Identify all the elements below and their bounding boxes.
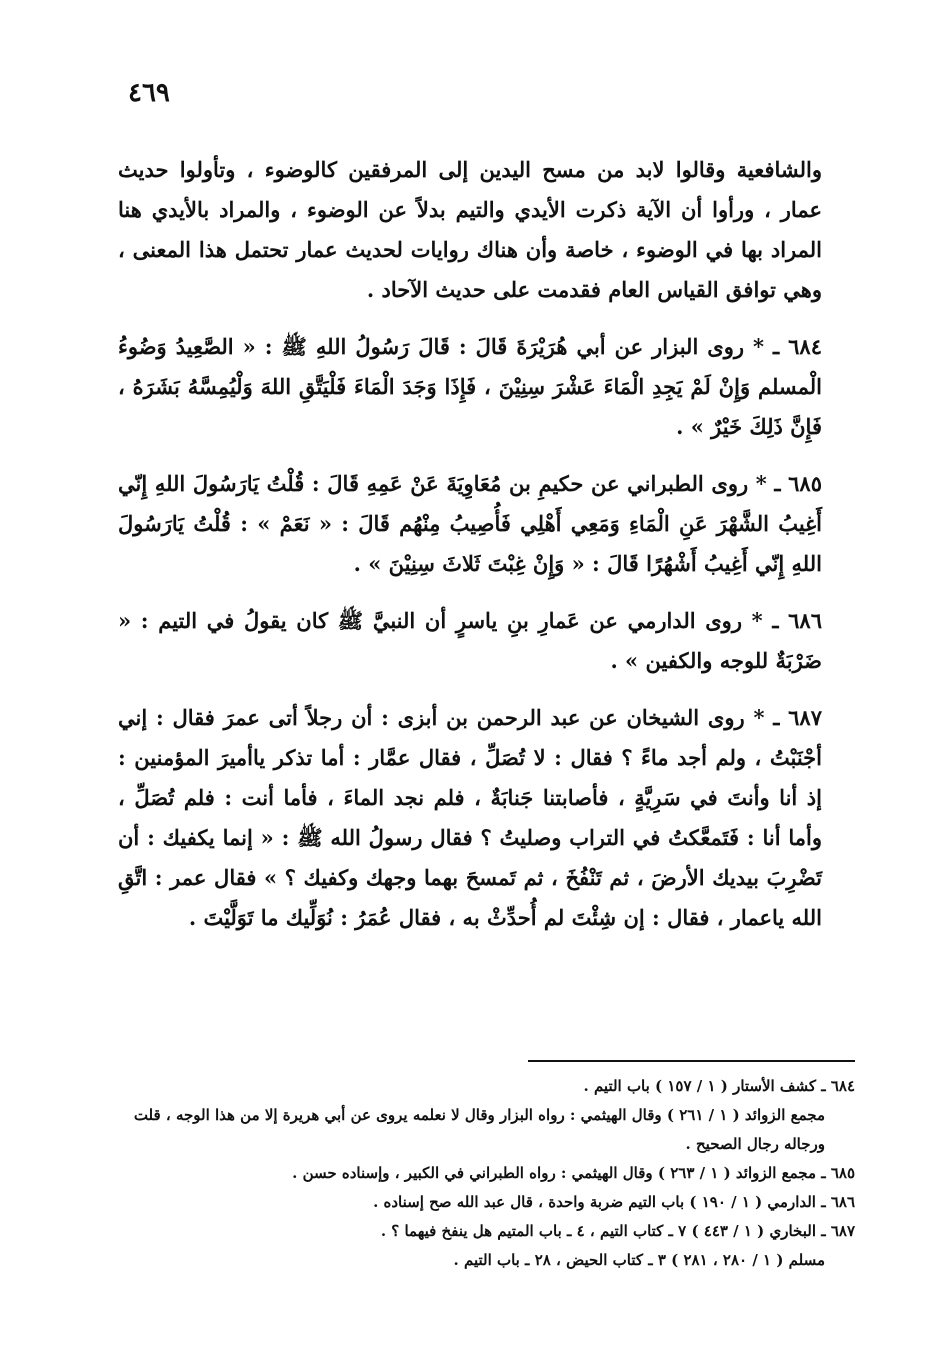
hadith-686: ٦٨٦ ـ * روى الدارمي عن عَمارِ بنِ ياسرٍ أن النبيَّ ﷺ كان يقولُ في التيم : « ضَرْبَةٌ للوجه والكفين » . — [118, 608, 822, 673]
footnote-684-continued: مجمع الزوائد ( ١ / ٢٦١ ) وقال الهيثمي : رواه البزار وقال لا نعلمه يروى عن أبي هريرة إلا من هذا الوجه ، قلت ورجاله رجال الصحيح . — [133, 1106, 825, 1153]
footnote-685: ٦٨٥ ـ مجمع الزوائد ( ١ / ٢٦٣ ) وقال الهيثمي : رواه الطبراني في الكبير ، وإسناده حسن . — [292, 1164, 855, 1182]
hadith-685: ٦٨٥ ـ * روى الطبراني عن حكيمِ بن مُعَاوِيَةَ عَنْ عَمِهِ قَالَ : قُلْتُ يَارَسُولَ اللهِ إِنّي أَغِيبُ الشَّهْرَ عَنِ الْمَاءِ وَمَعِي أَهْلِي فَأُصِيبُ مِنْهُم قَالَ : « نَعَمْ » : قُلْتُ يَارَسُولَ اللهِ إِنّي أَغِيبُ أَشْهُرًا قَالَ : « وَإِنْ غِبْتَ ثَلاثَ سِنِيْنَ » . — [118, 471, 822, 576]
page-number: ٤٦٩ — [128, 78, 170, 108]
footnote-684: ٦٨٤ ـ كشف الأستار ( ١ / ١٥٧ ) باب التيم . — [583, 1077, 855, 1095]
hadith-684: ٦٨٤ ـ * روى البزار عن أبي هُرَيْرَةَ قَالَ : قَالَ رَسُولُ اللهِ ﷺ : « الصَّعِيدُ وَضُوءُ الْمسلم وَإِنْ لَمْ يَجِدِ الْمَاءَ عَشْرَ سِنِيْنَ ، فَإِذَا وَجَدَ الْمَاءَ فَلْيَتَّقِ اللهَ وَلْيُمِسَّهُ بَشَرَهُ ، فَإِنَّ ذَلِكَ خَيْرٌ » . — [118, 334, 822, 439]
footnotes — [120, 1072, 855, 1275]
footnote-686: ٦٨٦ ـ الدارمي ( ١ / ١٩٠ ) باب التيم ضربة واحدة ، قال عبد الله صح إسناده . — [373, 1193, 855, 1211]
paragraph-intro: والشافعية وقالوا لابد من مسح اليدين إلى المرفقين كالوضوء ، وتأولوا حديث عمار ، ورأوا أن الآية ذكرت الأيدي والتيم بدلاً عن الوضوء ، والمراد بالأيدي هنا المراد بها في الوضوء ، خاصة وأن هناك روايات لحديث عمار تحتمل هذا المعنى ، وهي توافق القياس العام فقدمت على حديث الآحاد . — [118, 157, 822, 302]
footnote-divider — [528, 1060, 855, 1062]
hadith-687: ٦٨٧ ـ * روى الشيخان عن عبد الرحمن بن أبزى : أن رجلاً أتى عمرَ فقال : إني أجْنَبْتُ ، ولم أجد ماءً ؟ فقال : لا تُصَلِّ ، فقال عمَّار : أما تذكر ياأميرَ المؤمنين : إذ أنا وأنتَ في سَرِيَّةٍ ، فأصابتنا جَنابَةٌ ، فلم نجد الماءَ ، فأما أنت : فلم تُصَلِّ ، وأما أنا : فَتَمعَّكتُ في التراب وصليتُ ؟ فقال رسولُ الله ﷺ : « إنما يكفيك : أن تَضْرِبَ بيديك الأرضَ ، ثم تَنْفُخَ ، ثم تَمسحَ بهما وجهك وكفيك ؟ » فقال عمر : اتَّقِ الله ياعمار ، فقال : إن شِئْتَ لم أُحدِّثْ به ، فقال عُمَرُ : نُوَلِّيك ما تَوَلَّيْتَ . — [118, 705, 822, 930]
footnote-687: ٦٨٧ ـ البخاري ( ١ / ٤٤٣ ) ٧ ـ كتاب التيم ، ٤ ـ باب المتيم هل ينفخ فيهما ؟ . — [380, 1222, 855, 1240]
footnote-687-continued: مسلم ( ١ / ٢٨٠ ، ٢٨١ ) ٣ ـ كتاب الحيض ، ٢٨ ـ باب التيم . — [453, 1251, 825, 1269]
main-text — [118, 150, 822, 955]
